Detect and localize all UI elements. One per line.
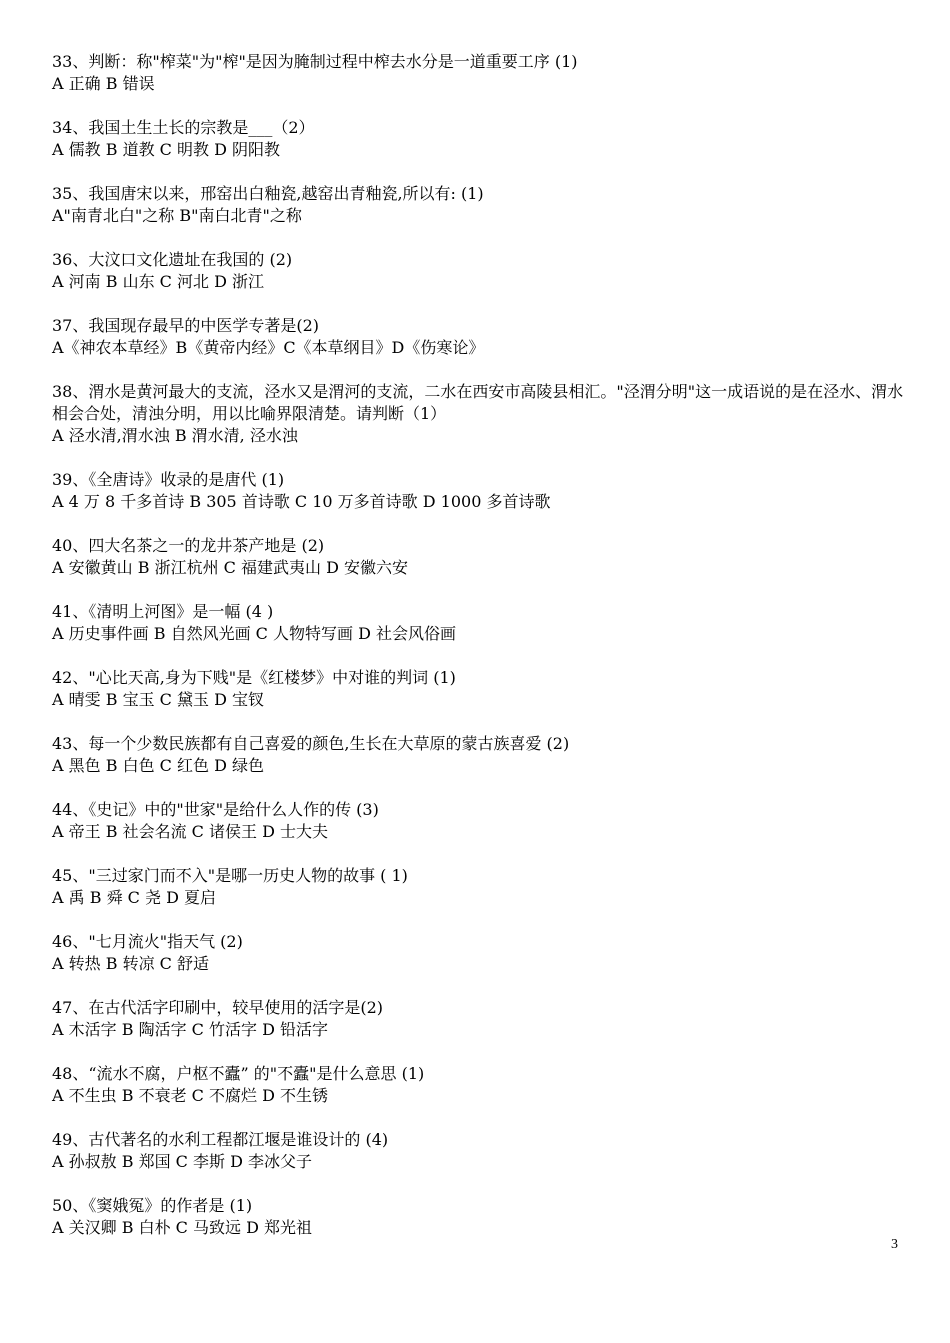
question-options: A 安徽黄山 B 浙江杭州 C 福建武夷山 D 安徽六安 [52, 558, 408, 577]
question-options: A《神农本草经》B《黄帝内经》C《本草纲目》D《伤寒论》 [52, 338, 485, 357]
question-options: A 孙叔敖 B 郑国 C 李斯 D 李冰父子 [52, 1152, 312, 1171]
question-36 [52, 249, 904, 293]
question-prompt: 37、我国现存最早的中医学专著是(2) [52, 316, 320, 335]
question-options: A"南青北白"之称 B"南白北青"之称 [52, 206, 302, 225]
question-options: A 转热 B 转凉 C 舒适 [52, 954, 209, 973]
question-options: A 黑色 B 白色 C 红色 D 绿色 [52, 756, 264, 775]
question-prompt: 39、《全唐诗》收录的是唐代 (1) [52, 470, 285, 489]
question-46 [52, 931, 904, 975]
question-42 [52, 667, 904, 711]
question-prompt: 47、在古代活字印刷中，较早使用的活字是(2) [52, 998, 384, 1017]
question-47 [52, 997, 904, 1041]
question-37 [52, 315, 904, 359]
question-33 [52, 51, 904, 95]
question-prompt: 46、"七月流火"指天气 (2) [52, 932, 243, 951]
question-options: A 帝王 B 社会名流 C 诸侯王 D 士大夫 [52, 822, 328, 841]
page-number: 3 [891, 1237, 898, 1252]
question-options: A 泾水清,渭水浊 B 渭水清, 泾水浊 [52, 426, 298, 445]
question-prompt: 49、古代著名的水利工程都江堰是谁设计的 (4) [52, 1130, 389, 1149]
question-prompt: 50、《窦娥冤》的作者是 (1) [52, 1196, 253, 1215]
question-options: A 河南 B 山东 C 河北 D 浙江 [52, 272, 264, 291]
question-prompt: 42、"心比天高,身为下贱"是《红楼梦》中对谁的判词 (1) [52, 668, 456, 687]
question-38 [52, 381, 904, 447]
question-prompt: 35、我国唐宋以来，邢窑出白釉瓷,越窑出青釉瓷,所以有: (1) [52, 184, 484, 203]
question-prompt: 33、判断：称"榨菜"为"榨"是因为腌制过程中榨去水分是一道重要工序 (1) [52, 52, 578, 71]
question-prompt: 48、“流水不腐，户枢不蠹” 的"不蠹"是什么意思 (1) [52, 1064, 425, 1083]
question-prompt: 34、我国土生土长的宗教是___（2） [52, 118, 315, 137]
question-options: A 禹 B 舜 C 尧 D 夏启 [52, 888, 216, 907]
question-39 [52, 469, 904, 513]
question-options: A 关汉卿 B 白朴 C 马致远 D 郑光祖 [52, 1218, 312, 1237]
question-35 [52, 183, 904, 227]
question-prompt: 38、渭水是黄河最大的支流，泾水又是渭河的支流，二水在西安市高陵县相汇。"泾渭分明"这一成语说的是在泾水、渭水相会合处，清浊分明，用以比喻界限清楚。请判断（1） [52, 382, 904, 423]
question-41 [52, 601, 904, 645]
question-prompt: 43、每一个少数民族都有自己喜爱的颜色,生长在大草原的蒙古族喜爱 (2) [52, 734, 570, 753]
question-48 [52, 1063, 904, 1107]
question-40 [52, 535, 904, 579]
question-43 [52, 733, 904, 777]
question-prompt: 45、"三过家门而不入"是哪一历史人物的故事 ( 1) [52, 866, 408, 885]
question-list [52, 51, 904, 1261]
question-50 [52, 1195, 904, 1239]
question-44 [52, 799, 904, 843]
question-options: A 儒教 B 道教 C 明教 D 阴阳教 [52, 140, 280, 159]
question-options: A 4 万 8 千多首诗 B 305 首诗歌 C 10 万多首诗歌 D 1000 多首诗歌 [52, 492, 551, 511]
question-prompt: 36、大汶口文化遗址在我国的 (2) [52, 250, 293, 269]
question-options: A 历史事件画 B 自然风光画 C 人物特写画 D 社会风俗画 [52, 624, 456, 643]
question-45 [52, 865, 904, 909]
question-49 [52, 1129, 904, 1173]
question-prompt: 41、《清明上河图》是一幅 (4 ) [52, 602, 274, 621]
question-prompt: 44、《史记》中的"世家"是给什么人作的传 (3) [52, 800, 379, 819]
question-34 [52, 117, 904, 161]
question-options: A 木活字 B 陶活字 C 竹活字 D 铅活字 [52, 1020, 328, 1039]
question-options: A 晴雯 B 宝玉 C 黛玉 D 宝钗 [52, 690, 264, 709]
question-options: A 正确 B 错误 [52, 74, 155, 93]
question-prompt: 40、四大名茶之一的龙井茶产地是 (2) [52, 536, 325, 555]
question-options: A 不生虫 B 不衰老 C 不腐烂 D 不生锈 [52, 1086, 328, 1105]
